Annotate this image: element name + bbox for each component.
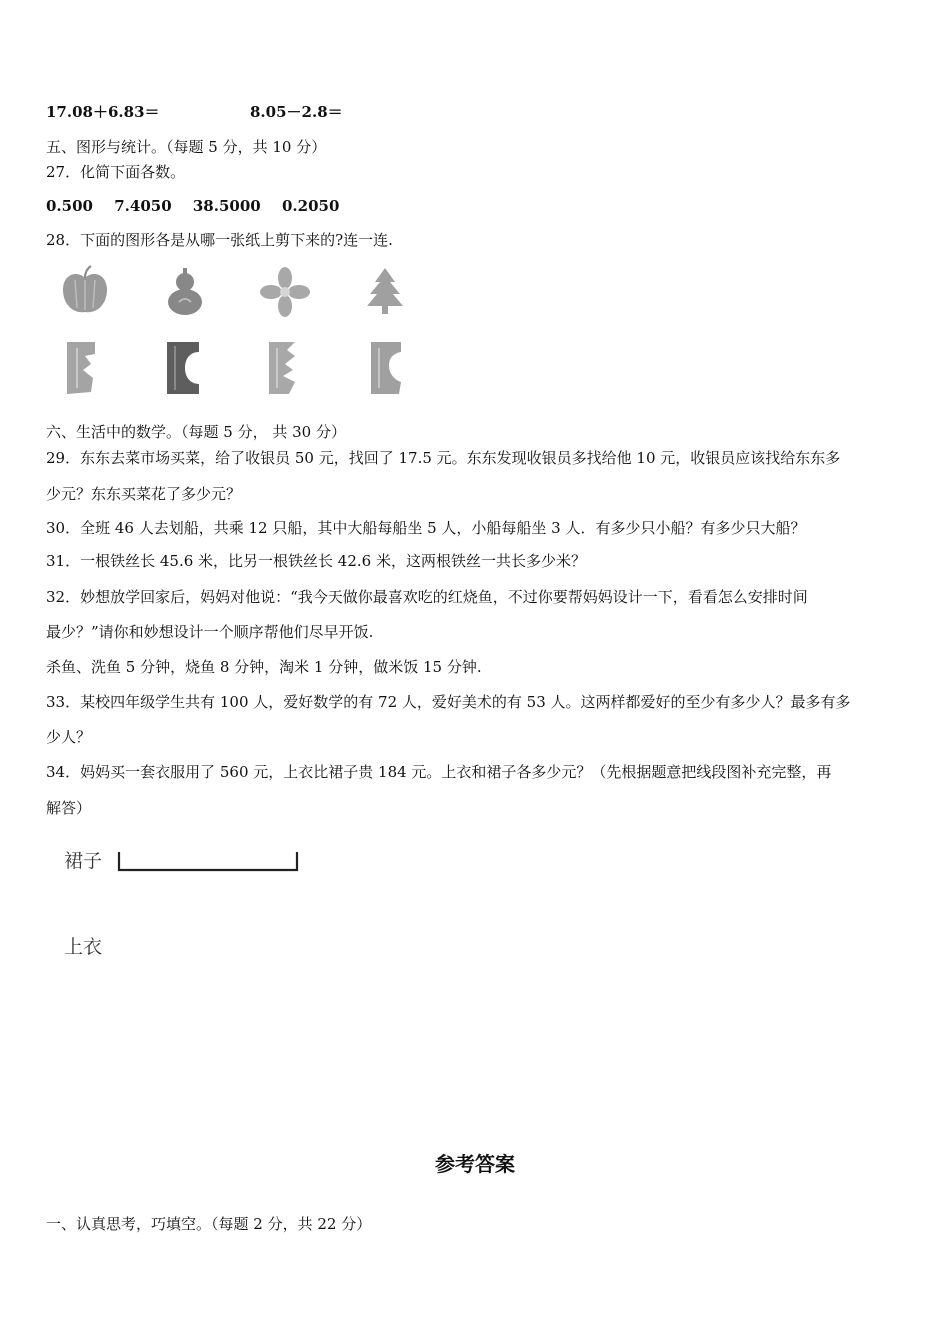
q27-number: 0.2050 [281, 197, 340, 215]
calc-expression-b: 8.05－2.8＝ [250, 103, 343, 121]
q27-numbers [46, 196, 355, 216]
question-31: 31．一根铁丝长 45.6 米，比另一根铁丝长 42.6 米，这两根铁丝一共长多少米？ [46, 552, 586, 570]
folded-paper-curve-icon [355, 338, 415, 398]
top-label: 上衣 [64, 936, 103, 958]
section-5-heading: 五、图形与统计。（每题 5 分，共 10 分） [46, 138, 327, 156]
q27-number: 0.500 [46, 197, 93, 215]
question-32-line-2: 最少？”请你和妙想设计一个顺序帮他们尽早开饭. [46, 623, 374, 641]
question-33-line-2: 少人？ [46, 728, 92, 746]
tree-shape-icon [355, 262, 415, 322]
section-6-heading: 六、生活中的数学。（每题 5 分， 共 30 分） [46, 423, 346, 441]
question-34-line-2: 解答） [46, 799, 92, 817]
question-29-line-1: 29．东东去菜市场买菜，给了收银员 50 元，找回了 17.5 元。东东发现收银员多找给他 10 元，收银员应该找给东东多 [46, 449, 841, 467]
question-34-line-1: 34．妈妈买一套衣服用了 560 元，上衣比裙子贵 184 元。上衣和裙子各多少元？（先根据题意把线段图补充完整，再 [46, 763, 832, 781]
answers-title: 参考答案 [435, 1152, 515, 1176]
apple-shape-icon [55, 262, 115, 322]
question-32-line-1: 32．妙想放学回家后，妈妈对他说：“我今天做你最喜欢吃的红烧鱼，不过你要帮妈妈设计一下，看看怎么安排时间 [46, 588, 808, 606]
folded-paper-zigzag-icon [255, 338, 315, 398]
answers-section-1-heading: 一、认真思考，巧填空。（每题 2 分，共 22 分） [46, 1215, 372, 1233]
question-33-line-1: 33．某校四年级学生共有 100 人，爱好数学的有 72 人，爱好美术的有 53 人。这两样都爱好的至少有多少人？最多有多 [46, 693, 851, 711]
question-29-line-2: 少元？东东买菜花了多少元？ [46, 485, 242, 503]
calc-expression-a: 17.08＋6.83＝ [46, 103, 160, 121]
q27-number: 7.4050 [114, 197, 172, 215]
skirt-label: 裙子 [64, 850, 103, 872]
q27-number: 38.5000 [192, 197, 261, 215]
folded-paper-e-icon [55, 338, 115, 398]
question-32-line-3: 杀鱼、洗鱼 5 分钟，烧鱼 8 分钟，淘米 1 分钟，做米饭 15 分钟. [46, 658, 482, 676]
flower-shape-icon [255, 262, 315, 322]
question-27: 27．化简下面各数。 [46, 163, 186, 181]
folded-paper-c-icon [155, 338, 215, 398]
question-30: 30．全班 46 人去划船，共乘 12 只船，其中大船每船坐 5 人，小船每船坐 3 人．有多少只小船？有多少只大船？ [46, 519, 806, 537]
gourd-shape-icon [155, 262, 215, 322]
skirt-segment-line [116, 848, 302, 874]
question-28: 28．下面的图形各是从哪一张纸上剪下来的?连一连. [46, 231, 393, 249]
